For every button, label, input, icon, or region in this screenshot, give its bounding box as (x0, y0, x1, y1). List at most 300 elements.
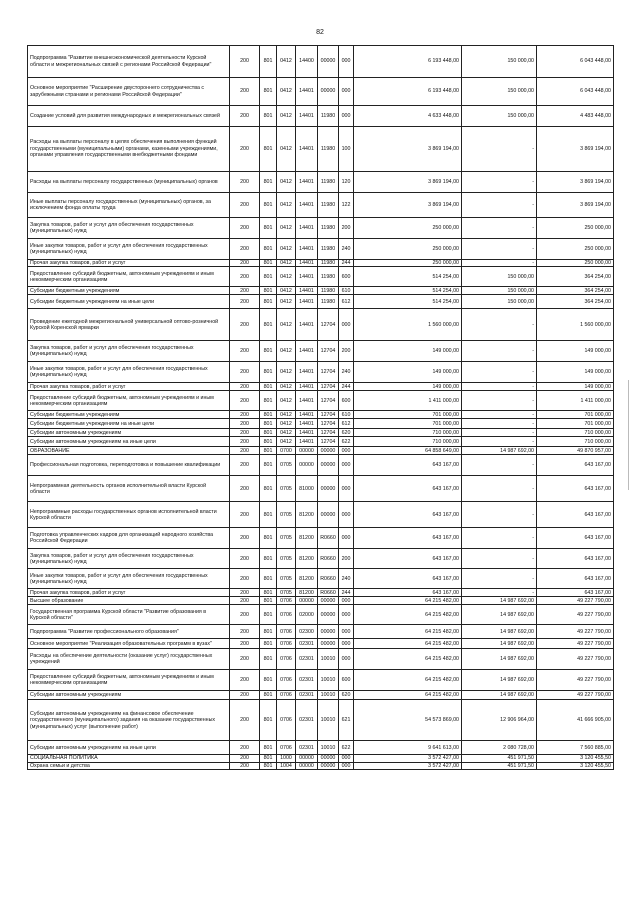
executed-amount-cell: 149 000,00 (537, 362, 614, 383)
row-name: Субсидии бюджетным учреждениям на иные цели (28, 295, 230, 309)
approved-amount-cell: 9 641 613,00 (354, 741, 462, 755)
change-amount-cell: - (462, 260, 537, 267)
change-amount-cell: 150 000,00 (462, 78, 537, 106)
row-name: Субсидии бюджетным учреждениям (28, 411, 230, 419)
program-code-cell: 00000 (296, 447, 318, 455)
approved-amount-cell: 643 167,00 (354, 549, 462, 569)
executed-amount-cell: 49 870 957,00 (537, 447, 614, 455)
change-amount-cell: - (462, 502, 537, 528)
change-amount-cell: - (462, 419, 537, 429)
approved-amount-cell: 4 633 448,00 (354, 106, 462, 127)
expense-code-cell: 000 (339, 309, 354, 341)
approved-amount-cell: 3 572 427,00 (354, 755, 462, 762)
admin-code-cell: 200 (230, 455, 260, 476)
executed-amount-cell: 49 227 790,00 (537, 605, 614, 625)
section-code-cell: 0412 (277, 391, 296, 411)
table-row (28, 172, 614, 193)
item-code-cell: 00000 (318, 597, 339, 605)
program-code-cell: 14401 (296, 391, 318, 411)
change-amount-cell: 14 987 692,00 (462, 625, 537, 639)
section-code-cell: 0412 (277, 218, 296, 239)
row-name: Иные закупки товаров, работ и услуг для обеспечения государственных (муниципальных) нужд (28, 362, 230, 383)
admin-code-cell: 200 (230, 239, 260, 260)
dept-code-cell: 801 (260, 383, 277, 391)
row-name: Субсидии автономным учреждениям (28, 691, 230, 700)
row-name: ОБРАЗОВАНИЕ (28, 447, 230, 455)
table-row (28, 391, 614, 411)
expense-code-cell: 120 (339, 172, 354, 193)
section-code-cell: 0706 (277, 700, 296, 741)
table-row (28, 429, 614, 437)
program-code-cell: 00000 (296, 597, 318, 605)
dept-code-cell: 801 (260, 172, 277, 193)
approved-amount-cell: 643 167,00 (354, 476, 462, 502)
executed-amount-cell: 4 483 448,00 (537, 106, 614, 127)
item-code-cell: 12704 (318, 419, 339, 429)
item-code-cell: 12704 (318, 341, 339, 362)
expense-code-cell: 610 (339, 411, 354, 419)
executed-amount-cell: 701 000,00 (537, 419, 614, 429)
item-code-cell: 11980 (318, 193, 339, 218)
item-code-cell: 00000 (318, 762, 339, 769)
program-code-cell: 00000 (296, 762, 318, 769)
dept-code-cell: 801 (260, 411, 277, 419)
expense-code-cell: 600 (339, 670, 354, 691)
section-code-cell: 0705 (277, 502, 296, 528)
budget-table-body (28, 46, 614, 770)
executed-amount-cell: 49 227 790,00 (537, 649, 614, 670)
row-name: Основное мероприятие "Реализация образовательных программ в вузах" (28, 639, 230, 649)
section-code-cell: 1000 (277, 755, 296, 762)
row-name: Расходы на выплаты персоналу в целях обеспечения выполнения функций государственными (муниципальными) органами, казенными учреждениями, органами управления государственными внебюджетными фондами (28, 127, 230, 172)
program-code-cell: 14401 (296, 383, 318, 391)
table-row (28, 597, 614, 605)
row-name: Подготовка управленческих кадров для организаций народного хозяйства Российской Федерации (28, 528, 230, 549)
item-code-cell: 00000 (318, 605, 339, 625)
table-row (28, 267, 614, 287)
section-code-cell: 0412 (277, 437, 296, 447)
approved-amount-cell: 250 000,00 (354, 260, 462, 267)
change-amount-cell: - (462, 549, 537, 569)
section-code-cell: 0705 (277, 569, 296, 589)
executed-amount-cell: 643 167,00 (537, 455, 614, 476)
program-code-cell: 02000 (296, 605, 318, 625)
row-name: Создание условий для развития международных и межрегиональных связей (28, 106, 230, 127)
approved-amount-cell: 643 167,00 (354, 502, 462, 528)
section-code-cell: 0412 (277, 260, 296, 267)
row-name: Основное мероприятие "Расширение двустороннего сотрудничества с зарубежными странами и регионами Российской Федерации" (28, 78, 230, 106)
program-code-cell: 81200 (296, 549, 318, 569)
program-code-cell: 14401 (296, 218, 318, 239)
admin-code-cell: 200 (230, 625, 260, 639)
section-code-cell: 0705 (277, 549, 296, 569)
section-code-cell: 0706 (277, 649, 296, 670)
approved-amount-cell: 149 000,00 (354, 341, 462, 362)
section-code-cell: 0706 (277, 597, 296, 605)
approved-amount-cell: 64 215 482,00 (354, 625, 462, 639)
executed-amount-cell: 49 227 790,00 (537, 597, 614, 605)
row-name: Субсидии автономным учреждениям на финансовое обеспечение государственного (муниципального) задания на оказание государственных (муниципальных) услуг (выполнение работ) (28, 700, 230, 741)
section-code-cell: 0412 (277, 362, 296, 383)
item-code-cell: 00000 (318, 447, 339, 455)
expense-code-cell: 200 (339, 218, 354, 239)
executed-amount-cell: 1 411 000,00 (537, 391, 614, 411)
change-amount-cell: 150 000,00 (462, 287, 537, 295)
dept-code-cell: 801 (260, 218, 277, 239)
executed-amount-cell: 7 560 885,00 (537, 741, 614, 755)
expense-code-cell: 610 (339, 287, 354, 295)
change-amount-cell: 14 987 692,00 (462, 649, 537, 670)
program-code-cell: 02300 (296, 625, 318, 639)
item-code-cell: 10010 (318, 691, 339, 700)
approved-amount-cell: 64 215 482,00 (354, 691, 462, 700)
approved-amount-cell: 643 167,00 (354, 455, 462, 476)
admin-code-cell: 200 (230, 502, 260, 528)
admin-code-cell: 200 (230, 287, 260, 295)
table-row (28, 411, 614, 419)
approved-amount-cell: 3 869 194,00 (354, 172, 462, 193)
section-code-cell: 0412 (277, 106, 296, 127)
table-row (28, 447, 614, 455)
program-code-cell: 02301 (296, 649, 318, 670)
approved-amount-cell: 64 215 482,00 (354, 670, 462, 691)
change-amount-cell: 14 987 692,00 (462, 691, 537, 700)
admin-code-cell: 200 (230, 741, 260, 755)
approved-amount-cell: 64 215 482,00 (354, 639, 462, 649)
dept-code-cell: 801 (260, 78, 277, 106)
item-code-cell: 10010 (318, 700, 339, 741)
table-row (28, 239, 614, 260)
program-code-cell: 14401 (296, 106, 318, 127)
table-row (28, 419, 614, 429)
expense-code-cell: 244 (339, 260, 354, 267)
item-code-cell: 00000 (318, 625, 339, 639)
item-code-cell: 10010 (318, 649, 339, 670)
expense-code-cell: 621 (339, 700, 354, 741)
item-code-cell: 11980 (318, 172, 339, 193)
expense-code-cell: 200 (339, 549, 354, 569)
dept-code-cell: 801 (260, 287, 277, 295)
row-name: Прочая закупка товаров, работ и услуг (28, 383, 230, 391)
program-code-cell: 81200 (296, 528, 318, 549)
admin-code-cell: 200 (230, 597, 260, 605)
executed-amount-cell: 3 120 455,50 (537, 762, 614, 769)
admin-code-cell: 200 (230, 218, 260, 239)
admin-code-cell: 200 (230, 391, 260, 411)
item-code-cell: R0660 (318, 589, 339, 597)
table-row (28, 455, 614, 476)
dept-code-cell: 801 (260, 447, 277, 455)
executed-amount-cell: 250 000,00 (537, 260, 614, 267)
executed-amount-cell: 6 043 448,00 (537, 46, 614, 78)
dept-code-cell: 801 (260, 239, 277, 260)
item-code-cell: 11980 (318, 267, 339, 287)
change-amount-cell: - (462, 391, 537, 411)
dept-code-cell: 801 (260, 362, 277, 383)
executed-amount-cell: 149 000,00 (537, 383, 614, 391)
section-code-cell: 0412 (277, 295, 296, 309)
change-amount-cell: 150 000,00 (462, 106, 537, 127)
dept-code-cell: 801 (260, 127, 277, 172)
approved-amount-cell: 250 000,00 (354, 239, 462, 260)
table-row (28, 649, 614, 670)
approved-amount-cell: 514 254,00 (354, 295, 462, 309)
row-name: Иные закупки товаров, работ и услуг для обеспечения государственных (муниципальных) нужд (28, 569, 230, 589)
expense-code-cell: 000 (339, 502, 354, 528)
row-name: Прочая закупка товаров, работ и услуг (28, 260, 230, 267)
executed-amount-cell: 1 560 000,00 (537, 309, 614, 341)
expense-code-cell: 000 (339, 605, 354, 625)
item-code-cell: 12704 (318, 309, 339, 341)
admin-code-cell: 200 (230, 411, 260, 419)
approved-amount-cell: 701 000,00 (354, 419, 462, 429)
executed-amount-cell: 49 227 790,00 (537, 639, 614, 649)
dept-code-cell: 801 (260, 755, 277, 762)
approved-amount-cell: 643 167,00 (354, 589, 462, 597)
dept-code-cell: 801 (260, 597, 277, 605)
change-amount-cell: 12 906 964,00 (462, 700, 537, 741)
section-code-cell: 0412 (277, 267, 296, 287)
item-code-cell: 12704 (318, 391, 339, 411)
dept-code-cell: 801 (260, 625, 277, 639)
section-code-cell: 0412 (277, 419, 296, 429)
item-code-cell: 00000 (318, 755, 339, 762)
change-amount-cell: - (462, 476, 537, 502)
admin-code-cell: 200 (230, 762, 260, 769)
executed-amount-cell: 49 227 790,00 (537, 625, 614, 639)
item-code-cell: 12704 (318, 362, 339, 383)
dept-code-cell: 801 (260, 502, 277, 528)
admin-code-cell: 200 (230, 295, 260, 309)
dept-code-cell: 801 (260, 649, 277, 670)
table-row (28, 260, 614, 267)
section-code-cell: 0706 (277, 625, 296, 639)
change-amount-cell: 14 987 692,00 (462, 597, 537, 605)
approved-amount-cell: 64 215 482,00 (354, 597, 462, 605)
section-code-cell: 0412 (277, 239, 296, 260)
table-row (28, 309, 614, 341)
table-row (28, 78, 614, 106)
item-code-cell: 12704 (318, 437, 339, 447)
expense-code-cell: 622 (339, 437, 354, 447)
admin-code-cell: 200 (230, 106, 260, 127)
section-code-cell: 0706 (277, 741, 296, 755)
section-code-cell: 0705 (277, 528, 296, 549)
table-row (28, 287, 614, 295)
approved-amount-cell: 149 000,00 (354, 383, 462, 391)
change-amount-cell: 150 000,00 (462, 267, 537, 287)
admin-code-cell: 200 (230, 639, 260, 649)
expense-code-cell: 000 (339, 46, 354, 78)
change-amount-cell: - (462, 218, 537, 239)
approved-amount-cell: 1 560 000,00 (354, 309, 462, 341)
item-code-cell: 11980 (318, 239, 339, 260)
dept-code-cell: 801 (260, 309, 277, 341)
executed-amount-cell: 3 869 194,00 (537, 193, 614, 218)
table-row (28, 700, 614, 741)
item-code-cell: 00000 (318, 476, 339, 502)
executed-amount-cell: 149 000,00 (537, 341, 614, 362)
change-amount-cell: - (462, 528, 537, 549)
dept-code-cell: 801 (260, 476, 277, 502)
item-code-cell: 10010 (318, 741, 339, 755)
expense-code-cell: 240 (339, 239, 354, 260)
item-code-cell: 10010 (318, 670, 339, 691)
dept-code-cell: 801 (260, 549, 277, 569)
dept-code-cell: 801 (260, 46, 277, 78)
section-code-cell: 0706 (277, 605, 296, 625)
change-amount-cell: - (462, 362, 537, 383)
item-code-cell: R0660 (318, 528, 339, 549)
item-code-cell: 11980 (318, 260, 339, 267)
section-code-cell: 0412 (277, 383, 296, 391)
admin-code-cell: 200 (230, 172, 260, 193)
table-row (28, 762, 614, 769)
admin-code-cell: 200 (230, 549, 260, 569)
table-row (28, 476, 614, 502)
section-code-cell: 0706 (277, 670, 296, 691)
expense-code-cell: 100 (339, 127, 354, 172)
change-amount-cell: - (462, 341, 537, 362)
change-amount-cell: 150 000,00 (462, 46, 537, 78)
row-name: Иные выплаты персоналу государственных (муниципальных) органов, за исключением фонда оплаты труда (28, 193, 230, 218)
expense-code-cell: 000 (339, 597, 354, 605)
expense-code-cell: 622 (339, 741, 354, 755)
row-name: Проведение ежегодной межрегиональной универсальной оптово-розничной Курской Коренской ярмарки (28, 309, 230, 341)
approved-amount-cell: 149 000,00 (354, 362, 462, 383)
expense-code-cell: 000 (339, 78, 354, 106)
dept-code-cell: 801 (260, 267, 277, 287)
program-code-cell: 14401 (296, 419, 318, 429)
expense-code-cell: 612 (339, 419, 354, 429)
dept-code-cell: 801 (260, 437, 277, 447)
approved-amount-cell: 64 858 649,00 (354, 447, 462, 455)
row-name: Расходы на выплаты персоналу государственных (муниципальных) органов (28, 172, 230, 193)
dept-code-cell: 801 (260, 260, 277, 267)
item-code-cell: 12704 (318, 383, 339, 391)
expense-code-cell: 000 (339, 639, 354, 649)
row-name: Расходы на обеспечение деятельности (оказание услуг) государственных учреждений (28, 649, 230, 670)
admin-code-cell: 200 (230, 528, 260, 549)
expense-code-cell: 600 (339, 267, 354, 287)
dept-code-cell: 801 (260, 341, 277, 362)
admin-code-cell: 200 (230, 260, 260, 267)
program-code-cell: 14401 (296, 295, 318, 309)
change-amount-cell: - (462, 411, 537, 419)
expense-code-cell: 240 (339, 569, 354, 589)
section-code-cell: 0412 (277, 172, 296, 193)
approved-amount-cell: 6 193 448,00 (354, 46, 462, 78)
approved-amount-cell: 6 193 448,00 (354, 78, 462, 106)
dept-code-cell: 801 (260, 605, 277, 625)
approved-amount-cell: 514 254,00 (354, 287, 462, 295)
program-code-cell: 81200 (296, 569, 318, 589)
item-code-cell: 11980 (318, 106, 339, 127)
table-row (28, 549, 614, 569)
expense-code-cell: 000 (339, 649, 354, 670)
table-row (28, 755, 614, 762)
change-amount-cell: - (462, 172, 537, 193)
dept-code-cell: 801 (260, 569, 277, 589)
section-code-cell: 0706 (277, 639, 296, 649)
item-code-cell: 00000 (318, 46, 339, 78)
section-code-cell: 0412 (277, 411, 296, 419)
section-code-cell: 0412 (277, 341, 296, 362)
table-row (28, 691, 614, 700)
section-code-cell: 0412 (277, 287, 296, 295)
admin-code-cell: 200 (230, 429, 260, 437)
approved-amount-cell: 514 254,00 (354, 267, 462, 287)
dept-code-cell: 801 (260, 106, 277, 127)
change-amount-cell: - (462, 127, 537, 172)
admin-code-cell: 200 (230, 649, 260, 670)
table-row (28, 46, 614, 78)
dept-code-cell: 801 (260, 639, 277, 649)
change-amount-cell: 14 987 692,00 (462, 670, 537, 691)
admin-code-cell: 200 (230, 127, 260, 172)
approved-amount-cell: 3 869 194,00 (354, 193, 462, 218)
executed-amount-cell: 364 254,00 (537, 287, 614, 295)
item-code-cell: R0660 (318, 549, 339, 569)
executed-amount-cell: 643 167,00 (537, 549, 614, 569)
program-code-cell: 00000 (296, 455, 318, 476)
program-code-cell: 81000 (296, 476, 318, 502)
dept-code-cell: 801 (260, 670, 277, 691)
table-row (28, 437, 614, 447)
dept-code-cell: 801 (260, 700, 277, 741)
expense-code-cell: 244 (339, 383, 354, 391)
executed-amount-cell: 364 254,00 (537, 267, 614, 287)
budget-table (27, 45, 614, 770)
item-code-cell: R0660 (318, 569, 339, 589)
dept-code-cell: 801 (260, 741, 277, 755)
change-amount-cell: - (462, 239, 537, 260)
table-row (28, 295, 614, 309)
admin-code-cell: 200 (230, 383, 260, 391)
executed-amount-cell: 364 254,00 (537, 295, 614, 309)
table-row (28, 341, 614, 362)
program-code-cell: 14401 (296, 287, 318, 295)
approved-amount-cell: 710 000,00 (354, 429, 462, 437)
program-code-cell: 81200 (296, 589, 318, 597)
admin-code-cell: 200 (230, 605, 260, 625)
expense-code-cell: 122 (339, 193, 354, 218)
row-name: Подпрограмма "Развитие внешнеэкономической деятельности Курской области и межрегиональных связей с регионами Российской Федерации" (28, 46, 230, 78)
row-name: Государственная программа Курской области "Развитие образования в Курской области" (28, 605, 230, 625)
binding-edge-mark (628, 380, 629, 490)
program-code-cell: 14401 (296, 267, 318, 287)
approved-amount-cell: 1 411 000,00 (354, 391, 462, 411)
admin-code-cell: 200 (230, 341, 260, 362)
approved-amount-cell: 3 572 427,00 (354, 762, 462, 769)
approved-amount-cell: 250 000,00 (354, 218, 462, 239)
item-code-cell: 00000 (318, 639, 339, 649)
table-row (28, 589, 614, 597)
item-code-cell: 12704 (318, 429, 339, 437)
row-name: Предоставление субсидий бюджетным, автономным учреждениям и иным некоммерческим организациям (28, 391, 230, 411)
change-amount-cell: - (462, 193, 537, 218)
item-code-cell: 11980 (318, 287, 339, 295)
change-amount-cell: 14 987 692,00 (462, 639, 537, 649)
row-name: Подпрограмма "Развитие профессионального образования" (28, 625, 230, 639)
program-code-cell: 00000 (296, 755, 318, 762)
expense-code-cell: 000 (339, 106, 354, 127)
executed-amount-cell: 643 167,00 (537, 502, 614, 528)
dept-code-cell: 801 (260, 455, 277, 476)
table-row (28, 218, 614, 239)
expense-code-cell: 000 (339, 528, 354, 549)
executed-amount-cell: 643 167,00 (537, 589, 614, 597)
